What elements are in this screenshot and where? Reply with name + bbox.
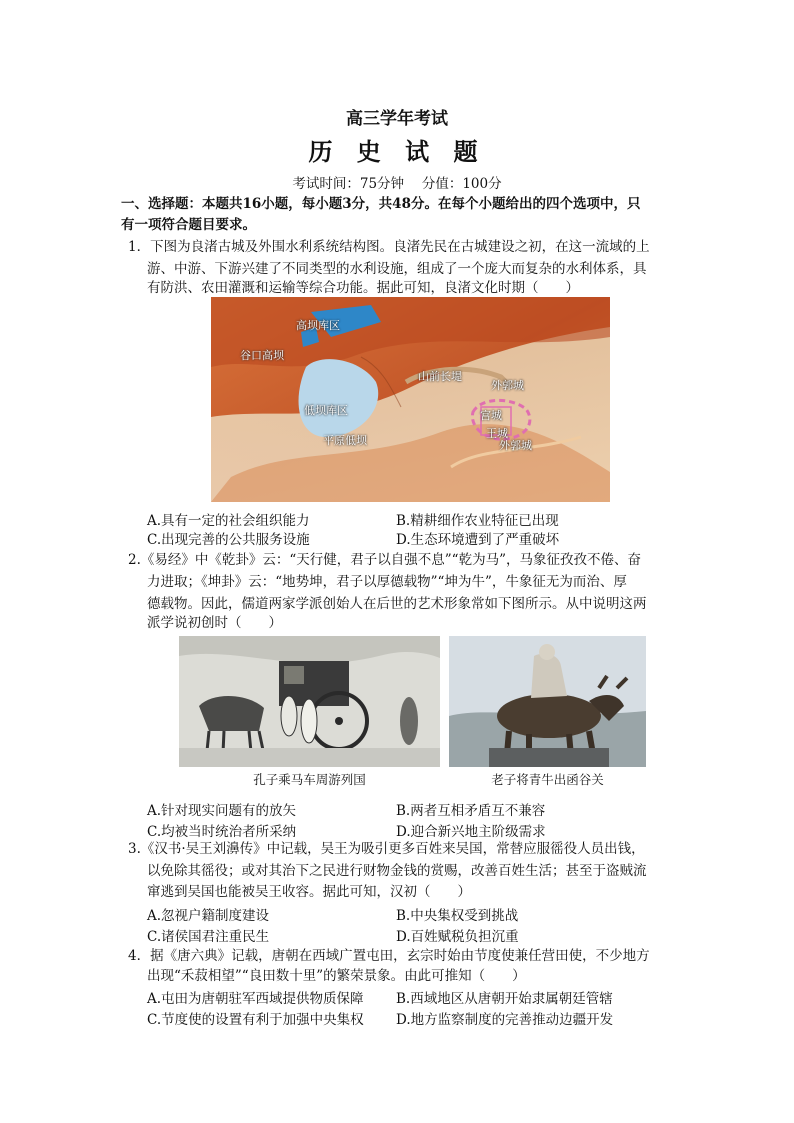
q2-stem-line3: 德载物。因此，儒道两家学派创始人在后世的艺术形象常如下图所示。从中说明这两 <box>147 596 647 612</box>
q2-stem-line1: 2.《易经》中《乾卦》云：“天行健，君子以自强不息”“乾为马”，马象征孜孜不倦、奋 <box>128 552 641 568</box>
q3-option-b[interactable]: B.中央集权受到挑战 <box>396 908 519 924</box>
laozi-ox-graphic <box>449 636 646 767</box>
q1-option-b[interactable]: B.精耕细作农业特征已出现 <box>396 513 559 529</box>
confucius-cart-graphic <box>179 636 440 767</box>
q2-stem-line4: 派学说初创时（ ） <box>147 615 282 631</box>
map-label-diba: 低坝库区 <box>304 404 348 417</box>
q3-option-c[interactable]: C.诸侯国君注重民生 <box>147 929 270 945</box>
liangzhu-map <box>211 297 610 502</box>
caption-confucius: 孔子乘马车周游列国 <box>253 772 366 787</box>
q1-stem-line1: 1．下图为良渚古城及外围水利系统结构图。良渚先民在古城建设之初，在这一流域的上 <box>128 239 650 255</box>
liangzhu-map-graphic <box>211 297 610 502</box>
q4-option-b[interactable]: B.西域地区从唐朝开始隶属朝廷管辖 <box>396 991 613 1007</box>
exam-info: 考试时间：75分钟 分值：100分 <box>292 176 502 192</box>
q4-stem-line2: 出现“禾菽相望”“良田数十里”的繁荣景象。由此可推知（ ） <box>147 968 526 984</box>
q4-stem-line1: 4．据《唐六典》记载，唐朝在西域广置屯田，玄宗时始由节度使兼任营田使，不少地方 <box>128 948 650 964</box>
map-label-gaoba: 高坝库区 <box>296 319 340 332</box>
laozi-image <box>449 636 646 767</box>
q1-option-a[interactable]: A.具有一定的社会组织能力 <box>147 513 310 529</box>
q1-option-d[interactable]: D.生态环境遭到了严重破坏 <box>396 532 560 548</box>
q3-stem-line2: 以免除其徭役；或对其治下之民进行财物金钱的赏赐，改善百姓生活；甚至于盗贼流 <box>147 863 647 879</box>
q3-stem-line3: 窜逃到吴国也能被吴王收容。据此可知，汉初（ ） <box>147 884 471 900</box>
caption-laozi: 老子将青牛出函谷关 <box>491 772 604 787</box>
exam-title: 高三学年考试 <box>346 109 448 129</box>
confucius-image <box>179 636 440 767</box>
q3-option-a[interactable]: A.忽视户籍制度建设 <box>147 908 270 924</box>
map-label-gongcheng: 宫城 <box>480 409 502 422</box>
map-label-pingyuan: 平原低坝 <box>323 434 367 447</box>
q3-option-d[interactable]: D.百姓赋税负担沉重 <box>396 929 519 945</box>
q4-option-a[interactable]: A.屯田为唐朝驻军西域提供物质保障 <box>147 991 364 1007</box>
q4-option-c[interactable]: C.节度使的设置有利于加强中央集权 <box>147 1012 364 1028</box>
q2-option-b[interactable]: B.两者互相矛盾互不兼容 <box>396 803 546 819</box>
map-label-gukou: 谷口高坝 <box>240 349 284 362</box>
q4-option-d[interactable]: D.地方监察制度的完善推动边疆开发 <box>396 1012 614 1028</box>
q1-stem-line2: 游、中游、下游兴建了不同类型的水利设施，组成了一个庞大而复杂的水利体系，具 <box>147 261 647 277</box>
q1-option-c[interactable]: C.出现完善的公共服务设施 <box>147 532 310 548</box>
section-instruction-line2: 有一项符合题目要求。 <box>121 217 256 233</box>
q2-option-c[interactable]: C.均被当时统治者所采纳 <box>147 824 297 840</box>
q2-option-d[interactable]: D.迎合新兴地主阶级需求 <box>396 824 546 840</box>
q3-stem-line1: 3.《汉书·吴王刘濞传》中记载，吴王为吸引更多百姓来吴国，常替应服徭役人员出钱， <box>128 841 645 857</box>
q2-option-a[interactable]: A.针对现实问题有的放矢 <box>147 803 297 819</box>
map-label-wangcheng: 王城 <box>486 427 508 440</box>
map-label-shanqian: 山前长堤 <box>418 370 462 383</box>
map-label-waiguo-top: 外郭城 <box>491 379 524 392</box>
subject-title: 历 史 试 题 <box>308 138 486 166</box>
section-instruction-line1: 一、选择题：本题共16小题，每小题3分，共48分。在每个小题给出的四个选项中，只 <box>121 196 641 212</box>
q1-stem-line3: 有防洪、农田灌溉和运输等综合功能。据此可知，良渚文化时期（ ） <box>147 280 579 296</box>
map-label-waiguo-bottom: 外郭城 <box>499 439 532 452</box>
q2-stem-line2: 力进取；《坤卦》云：“地势坤，君子以厚德载物”“坤为牛”，牛象征无为而治、厚 <box>147 574 627 590</box>
